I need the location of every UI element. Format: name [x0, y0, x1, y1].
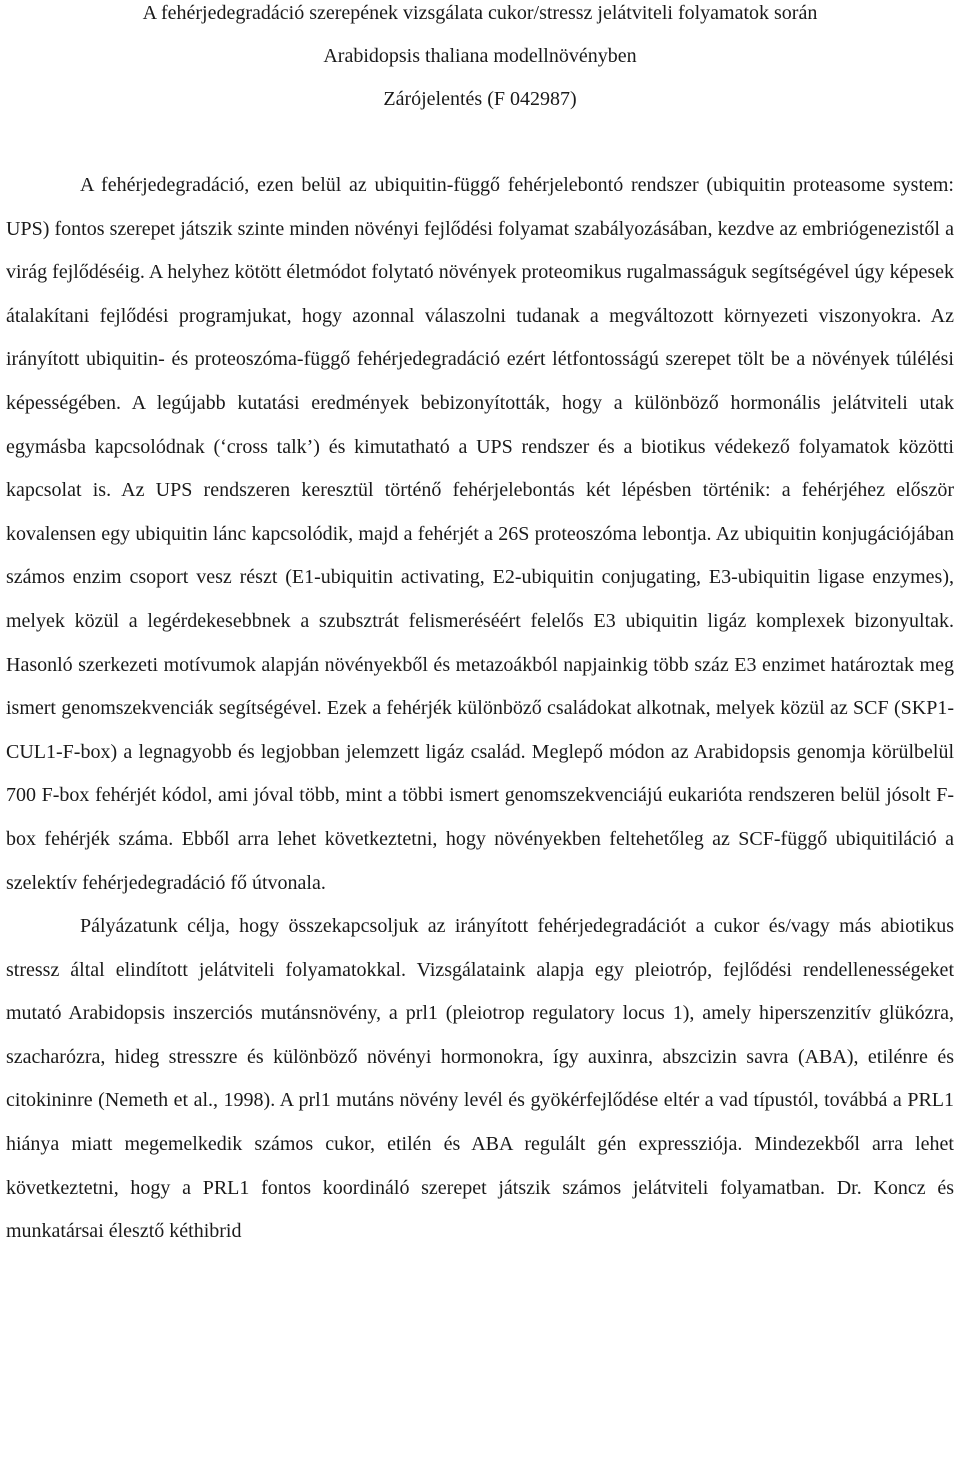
spacer: [6, 121, 954, 164]
body-text: [6, 164, 954, 1254]
paragraph-2: Pályázatunk célja, hogy összekapcsoljuk az irányított fehérjedegradációt a cukor és/vagy más abiotikus stressz által elindított jelátviteli folyamatokkal. Vizsgálataink alapja egy pleiotróp, fejlődési rendellenességeket mutató Arabidopsis inszerciós mutánsnövény, a prl1 (pleiotrop regulatory locus 1), amely hiperszenzitív glükózra, szacharózra, hideg stresszre és különböző növényi hormonokra, így auxinra, abszcizin savra (ABA), etilénre és citokininre (Nemeth et al., 1998). A prl1 mutáns növény levél és gyökérfejlődése eltér a vad típustól, továbbá a PRL1 hiánya miatt megemelkedik számos cukor, etilén és ABA regulált gén expressziója. Mindezekből arra lehet következtetni, hogy a PRL1 fontos koordináló szerepet játszik számos jelátviteli folyamatban. Dr. Koncz és munkatársai élesztő kéthibrid: [6, 915, 954, 1243]
report-id: Zárójelentés (F 042987): [383, 88, 577, 110]
paragraph-1: A fehérjedegradáció, ezen belül az ubiquitin-függő fehérjelebontó rendszer (ubiquitin proteasome system: UPS) fontos szerepet játszik szinte minden növényi fejlődési folyamat szabályozásában, kezdve az embriógenezistől a virág fejlődéséig. A helyhez kötött életmódot folytató növények proteomikus rugalmasságuk segítségével úgy képesek átalakítani fejlődési programjukat, hogy azonnal válaszolni tudanak a megváltozott környezeti viszonyokra. Az irányított ubiquitin- és proteoszóma-függő fehérjedegradáció ezért létfontosságú szerepet tölt be a növények túlélési képességében. A legújabb kutatási eredmények bebizonyították, hogy a különböző hormonális jelátviteli utak egymásba kapcsolódnak (‘cross talk’) és kimutatható a UPS rendszer és a biotikus védekező folyamatok közötti kapcsolat is. Az UPS rendszeren keresztül történő fehérjelebontás két lépésben történik: a fehérjéhez először kovalensen egy ubiquitin lánc kapcsolódik, majd a fehérjét a 26S proteoszóma lebontja. Az ubiquitin konjugációjában számos enzim csoport vesz részt (E1-ubiquitin activating, E2-ubiquitin conjugating, E3-ubiquitin ligase enzymes), melyek közül a legérdekesebbnek a szubsztrát felismeréséért felelős E3 ubiquitin ligáz komplexek bizonyultak. Hasonló szerkezeti motívumok alapján növényekből és metazoákból napjainkig több száz E3 enzimet határoztak meg ismert genomszekvenciák segítségével. Ezek a fehérjék különböző családokat alkotnak, melyek közül az SCF (SKP1-CUL1-F-box) a legnagyobb és legjobban jelemzett ligáz család. Meglepő módon az Arabidopsis genomja körülbelül 700 F-box fehérjét kódol, ami jóval több, mint a többi ismert genomszekvenciájú eukarióta rendszeren belül jósolt F-box fehérjék száma. Ebből arra lehet következtetni, hogy növényekben feltehetőleg az SCF-függő ubiquitiláció a szelektív fehérjedegradáció fő útvonala.: [6, 174, 954, 894]
document-subtitle: Arabidopsis thaliana modellnövényben: [323, 45, 637, 67]
title-block: [6, 0, 954, 121]
document-title: A fehérjedegradáció szerepének vizsgálata cukor/stressz jelátviteli folyamatok során: [142, 2, 818, 24]
